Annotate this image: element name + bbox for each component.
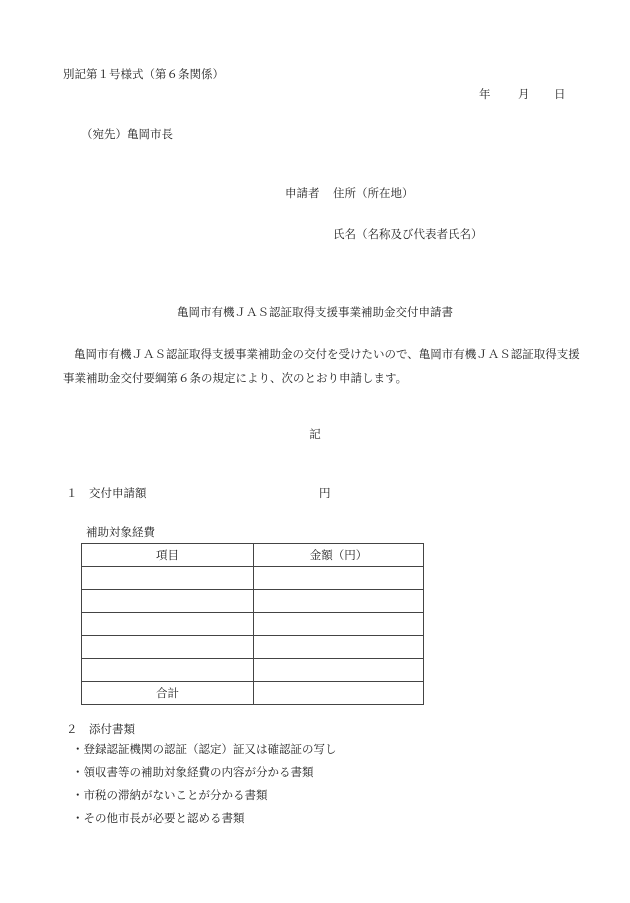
amount-cell[interactable] (254, 567, 424, 590)
date-month-label: 月 (518, 87, 530, 101)
date-year-label: 年 (479, 87, 491, 101)
ki-label: 記 (309, 427, 321, 441)
section2-label: 添付書類 (89, 722, 135, 736)
header-amount: 金額（円） (254, 544, 424, 567)
table-row (82, 567, 424, 590)
cost-table (81, 543, 424, 705)
total-row (82, 682, 424, 705)
table-row (82, 636, 424, 659)
table-row (82, 613, 424, 636)
applicant-address-label: 住所（所在地） (333, 186, 414, 200)
table-row (82, 590, 424, 613)
list-item: ・登録認証機関の認証（認定）証又は確認証の写し (72, 742, 337, 756)
item-cell[interactable] (82, 613, 254, 636)
list-item: ・領収書等の補助対象経費の内容が分かる書類 (72, 765, 314, 779)
item-cell[interactable] (82, 659, 254, 682)
amount-cell[interactable] (254, 636, 424, 659)
item-cell[interactable] (82, 590, 254, 613)
applicant-heading: 申請者 (285, 186, 320, 200)
amount-cell[interactable] (254, 613, 424, 636)
section1-unit: 円 (319, 486, 331, 500)
total-amount-cell[interactable] (254, 682, 424, 705)
table-header-row (82, 544, 424, 567)
date-day-label: 日 (554, 87, 566, 101)
amount-cell[interactable] (254, 590, 424, 613)
applicant-name-label: 氏名（名称及び代表者氏名） (333, 227, 483, 241)
form-label: 別記第１号様式（第６条関係） (63, 67, 224, 81)
section1-number: １ (66, 486, 78, 500)
header-item: 項目 (82, 544, 254, 567)
table-row (82, 659, 424, 682)
amount-cell[interactable] (254, 659, 424, 682)
body-paragraph: 亀岡市有機ＪＡＳ認証取得支援事業補助金の交付を受けたいので、亀岡市有機ＪＡＳ認証取得支援事業補助金交付要綱第６条の規定により、次のとおり申請します。 (63, 347, 580, 385)
total-label: 合計 (82, 682, 254, 705)
section2-number: ２ (66, 722, 78, 736)
document-title: 亀岡市有機ＪＡＳ認証取得支援事業補助金交付申請書 (177, 305, 453, 319)
item-cell[interactable] (82, 636, 254, 659)
item-cell[interactable] (82, 567, 254, 590)
attachment-list (72, 742, 337, 834)
section1-label: 交付申請額 (89, 486, 147, 500)
cost-table-caption: 補助対象経費 (86, 525, 155, 539)
list-item: ・市税の滞納がないことが分かる書類 (72, 788, 268, 802)
list-item: ・その他市長が必要と認める書類 (72, 811, 245, 825)
addressee: （宛先）亀岡市長 (81, 127, 173, 141)
